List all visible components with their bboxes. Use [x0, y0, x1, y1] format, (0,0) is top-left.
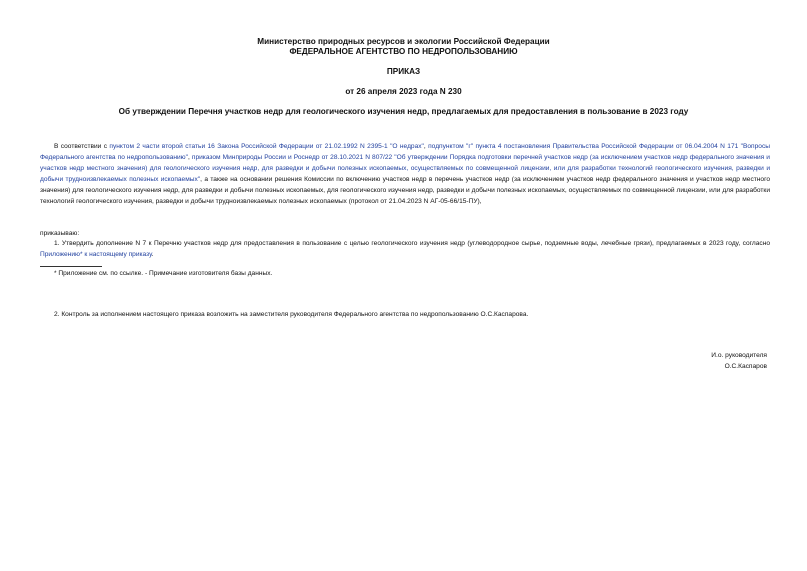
footnote: * Приложение см. по ссылке. - Примечание изготовителя базы данных.: [54, 270, 273, 277]
preamble-text-1: В соответствии с: [54, 143, 110, 150]
preamble-paragraph: [40, 141, 770, 207]
doc-type: ПРИКАЗ: [386, 67, 421, 76]
signature-position: И.о. руководителя: [711, 352, 767, 359]
item-1-paragraph: [40, 238, 770, 260]
footnote-divider: [40, 266, 102, 267]
preamble-text-2: ,: [423, 143, 429, 150]
law-reference-link[interactable]: пунктом 2 части второй статьи 16 Закона Российской Федерации от 21.02.1992 N 2395-1 "О недрах": [109, 143, 424, 150]
doc-title: Об утверждении Перечня участков недр для геологического изучения недр, предлагаемых для предоставления в пользование в 2023 году: [118, 107, 689, 116]
doc-date-number: от 26 апреля 2023 года N 230: [345, 87, 462, 96]
agency-name: ФЕДЕРАЛЬНОЕ АГЕНТСТВО ПО НЕДРОПОЛЬЗОВАНИЮ: [289, 47, 518, 56]
ministry-name: Министерство природных ресурсов и экологии Российской Федерации: [257, 37, 550, 46]
preamble-text-4: , а также на основании решения Комиссии по включению участков недр в перечень участков недр (за исключением участков недр федерального значения и участков недр местного значения) для геологического изучения недр, для разведки и добычи полезных ископаемых, для геологического изучения недр, разведки и добычи полезных ископаемых, осуществляемых по совмещенной лицензии, или для разработки технологий геологического изучения, разведки и добычи трудноизвлекаемых полезных ископаемых (протокол от 21.04.2023 N АГ-05-66/15-ПУ),: [40, 176, 770, 205]
item-1-text: 1. Утвердить дополнение N 7 к Перечню участков недр для предоставления в пользование с целью геологического изучения недр (углеводородное сырье, подземные воды, лечебные грязи), предлагаемых в 2023 году, согласно: [54, 240, 770, 247]
preamble-text-3: ,: [187, 154, 192, 161]
item-1-end: .: [151, 251, 154, 258]
appendix-link[interactable]: Приложению* к настоящему приказу: [40, 251, 152, 258]
ministry-order-link[interactable]: приказом Минприроды России и Роснедр от 28.10.2021 N 807/22 "Об утверждении Порядка подготовки перечней участков недр (за исключением участков недр федерального значения и участков недр местного значения) для геологического изучения недр, для разведки и добычи полезных ископаемых, осуществляемых по совмещенной лицензии, или для разработки технологий геологического изучения, разведки и добычи трудноизвлекаемых полезных ископаемых": [40, 154, 770, 183]
item-2-paragraph: 2. Контроль за исполнением настоящего приказа возложить на заместителя руководителя Федерального агентства по недропользованию О.С.Каспарова.: [54, 311, 529, 318]
order-word: приказываю:: [40, 230, 80, 237]
government-decree-link[interactable]: подпунктом "г" пункта 4 постановления Правительства Российской Федерации от 06.04.2004 N 171 "Вопросы Федерального агентства по недропользованию": [40, 143, 770, 161]
signature-name: О.С.Каспаров: [724, 363, 767, 370]
